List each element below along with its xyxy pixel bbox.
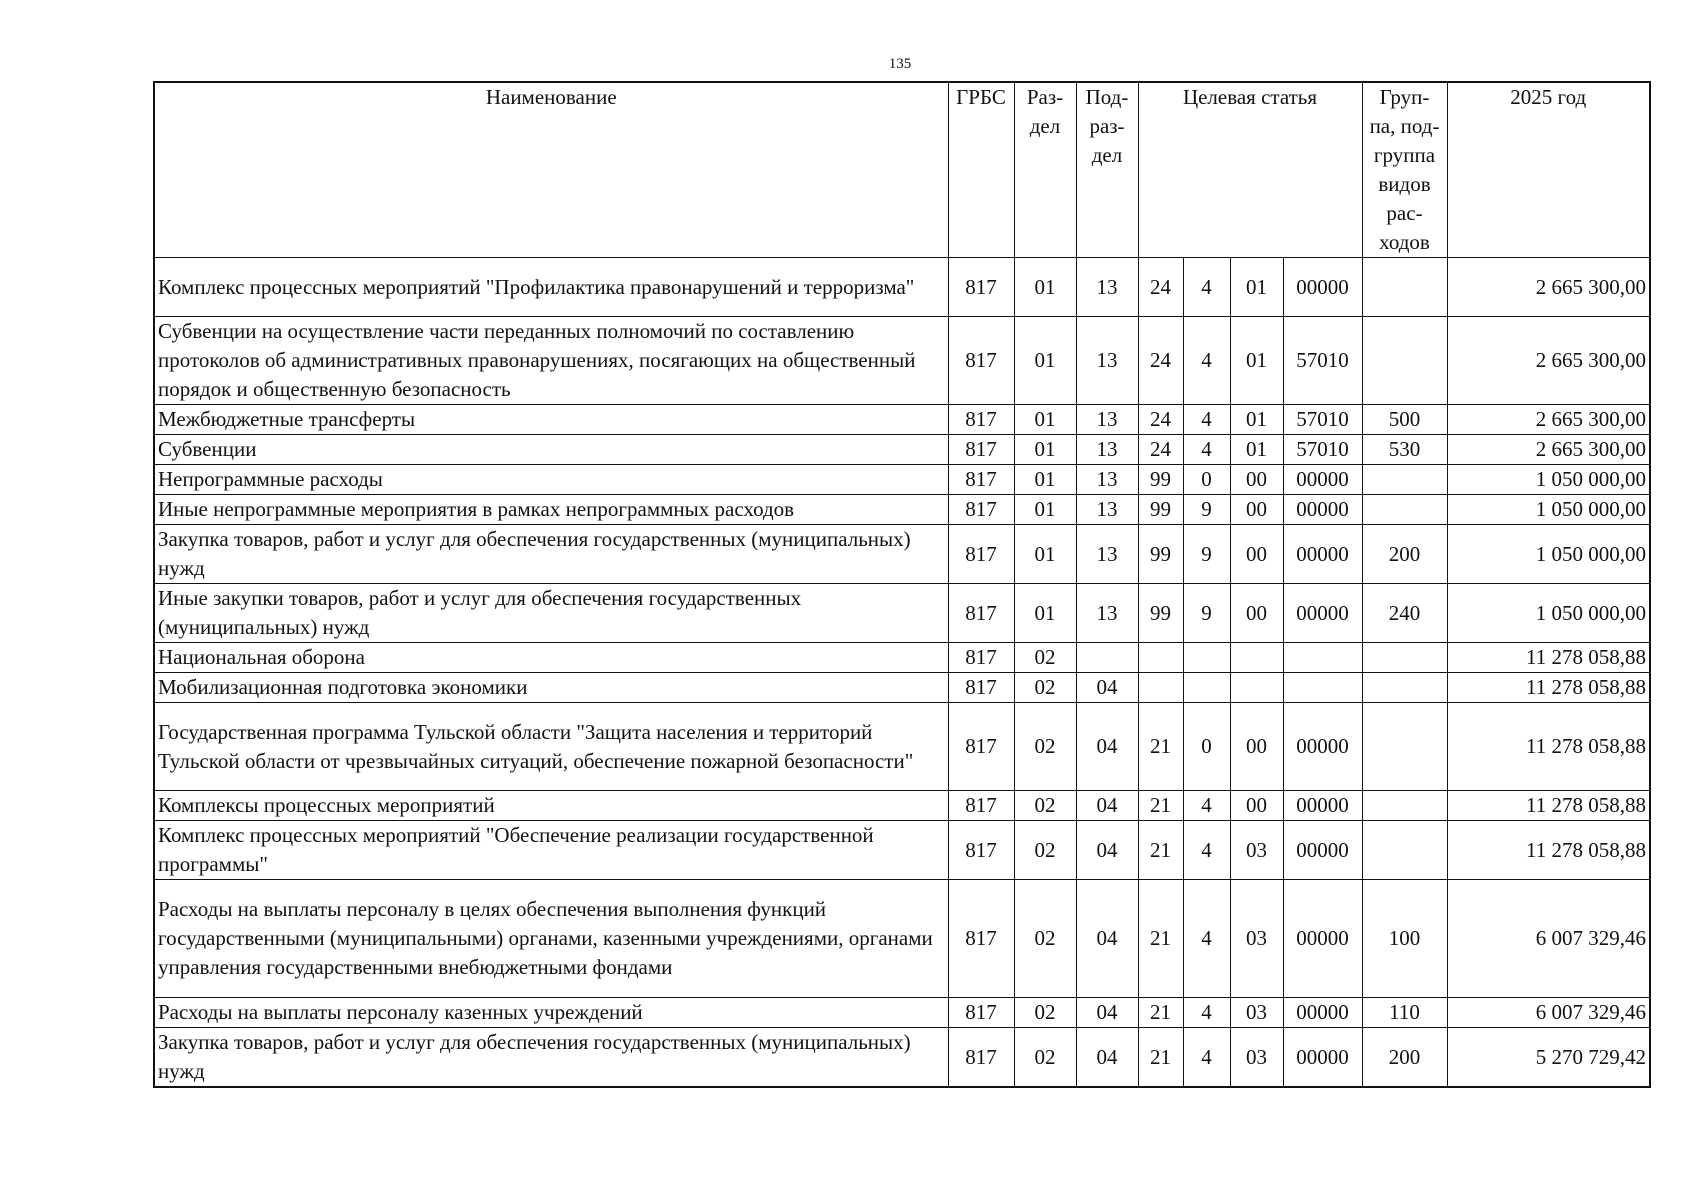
row-expense-group: 100	[1362, 880, 1447, 998]
row-grbs: 817	[948, 258, 1014, 317]
row-amount: 2 665 300,00	[1447, 405, 1650, 435]
row-target-subprogram: 00	[1230, 703, 1283, 791]
row-grbs: 817	[948, 880, 1014, 998]
row-expense-group: 200	[1362, 525, 1447, 584]
header-year: 2025 год	[1447, 82, 1650, 258]
row-target-direction: 00000	[1283, 1028, 1362, 1088]
row-amount: 11 278 058,88	[1447, 673, 1650, 703]
row-target-direction: 00000	[1283, 880, 1362, 998]
row-target-subprogram: 03	[1230, 998, 1283, 1028]
row-target-type: 4	[1183, 880, 1230, 998]
row-subsection: 04	[1076, 821, 1138, 880]
row-section: 01	[1014, 584, 1076, 643]
row-subsection: 04	[1076, 998, 1138, 1028]
table-body	[154, 258, 1650, 1088]
row-name: Непрограммные расходы	[154, 465, 948, 495]
row-target-type: 4	[1183, 317, 1230, 405]
row-target-direction	[1283, 643, 1362, 673]
row-subsection: 04	[1076, 703, 1138, 791]
row-amount: 2 665 300,00	[1447, 317, 1650, 405]
row-target-direction: 00000	[1283, 791, 1362, 821]
row-target-subprogram: 00	[1230, 525, 1283, 584]
table-row	[154, 258, 1650, 317]
table-row	[154, 435, 1650, 465]
row-grbs: 817	[948, 1028, 1014, 1088]
row-name: Субвенции на осуществление части переданных полномочий по составлению протоколов об административных правонарушениях, посягающих на общественный порядок и общественную безопасность	[154, 317, 948, 405]
row-expense-group: 530	[1362, 435, 1447, 465]
row-target-program: 21	[1138, 880, 1183, 998]
row-section: 01	[1014, 405, 1076, 435]
row-grbs: 817	[948, 584, 1014, 643]
row-target-program: 24	[1138, 435, 1183, 465]
row-target-type	[1183, 673, 1230, 703]
row-grbs: 817	[948, 703, 1014, 791]
row-target-direction: 00000	[1283, 495, 1362, 525]
table-row	[154, 673, 1650, 703]
row-target-subprogram: 01	[1230, 405, 1283, 435]
row-target-program: 21	[1138, 791, 1183, 821]
row-target-subprogram: 01	[1230, 317, 1283, 405]
row-target-direction: 57010	[1283, 317, 1362, 405]
row-target-program: 99	[1138, 465, 1183, 495]
row-target-type: 9	[1183, 584, 1230, 643]
row-target-subprogram: 03	[1230, 880, 1283, 998]
table-row	[154, 525, 1650, 584]
header-section: Раз- дел	[1014, 82, 1076, 258]
header-expense-group: Груп- па, под- группа видов рас- ходов	[1362, 82, 1447, 258]
row-section: 02	[1014, 821, 1076, 880]
row-target-direction: 00000	[1283, 525, 1362, 584]
row-expense-group	[1362, 495, 1447, 525]
row-amount: 11 278 058,88	[1447, 791, 1650, 821]
row-amount: 11 278 058,88	[1447, 821, 1650, 880]
table-row	[154, 880, 1650, 998]
row-grbs: 817	[948, 643, 1014, 673]
row-target-program: 21	[1138, 998, 1183, 1028]
row-grbs: 817	[948, 435, 1014, 465]
row-subsection: 04	[1076, 791, 1138, 821]
row-amount: 2 665 300,00	[1447, 258, 1650, 317]
row-name: Иные непрограммные мероприятия в рамках непрограммных расходов	[154, 495, 948, 525]
table-row	[154, 405, 1650, 435]
row-target-direction: 57010	[1283, 405, 1362, 435]
table-row	[154, 703, 1650, 791]
row-target-program: 21	[1138, 821, 1183, 880]
row-name: Комплексы процессных мероприятий	[154, 791, 948, 821]
row-target-subprogram: 00	[1230, 495, 1283, 525]
header-name: Наименование	[154, 82, 948, 258]
row-name: Комплекс процессных мероприятий "Обеспечение реализации государственной программы"	[154, 821, 948, 880]
row-name: Иные закупки товаров, работ и услуг для обеспечения государственных (муниципальных) нужд	[154, 584, 948, 643]
row-subsection: 13	[1076, 435, 1138, 465]
row-target-program: 21	[1138, 703, 1183, 791]
row-target-subprogram: 01	[1230, 435, 1283, 465]
row-target-program: 24	[1138, 405, 1183, 435]
row-target-subprogram: 01	[1230, 258, 1283, 317]
row-subsection: 13	[1076, 584, 1138, 643]
row-target-type	[1183, 643, 1230, 673]
row-target-program: 24	[1138, 317, 1183, 405]
row-name: Межбюджетные трансферты	[154, 405, 948, 435]
row-target-type: 4	[1183, 1028, 1230, 1088]
header-subsection: Под- раз- дел	[1076, 82, 1138, 258]
row-target-subprogram: 03	[1230, 821, 1283, 880]
row-target-subprogram: 03	[1230, 1028, 1283, 1088]
row-section: 02	[1014, 673, 1076, 703]
row-grbs: 817	[948, 821, 1014, 880]
row-target-subprogram: 00	[1230, 465, 1283, 495]
row-section: 02	[1014, 703, 1076, 791]
row-subsection	[1076, 643, 1138, 673]
row-target-program: 99	[1138, 525, 1183, 584]
row-name: Субвенции	[154, 435, 948, 465]
row-target-program: 99	[1138, 495, 1183, 525]
row-target-direction: 00000	[1283, 998, 1362, 1028]
row-expense-group: 110	[1362, 998, 1447, 1028]
row-section: 01	[1014, 465, 1076, 495]
row-section: 02	[1014, 643, 1076, 673]
row-target-type: 4	[1183, 435, 1230, 465]
row-expense-group	[1362, 673, 1447, 703]
row-section: 01	[1014, 258, 1076, 317]
header-target-article: Целевая статья	[1138, 82, 1362, 258]
row-grbs: 817	[948, 465, 1014, 495]
row-subsection: 13	[1076, 495, 1138, 525]
table-row	[154, 643, 1650, 673]
page-number: 135	[888, 56, 912, 72]
row-name: Закупка товаров, работ и услуг для обеспечения государственных (муниципальных) нужд	[154, 525, 948, 584]
row-section: 01	[1014, 495, 1076, 525]
table-row	[154, 317, 1650, 405]
row-subsection: 04	[1076, 880, 1138, 998]
row-expense-group	[1362, 317, 1447, 405]
table-row	[154, 998, 1650, 1028]
table-row	[154, 821, 1650, 880]
row-target-direction: 00000	[1283, 258, 1362, 317]
row-section: 02	[1014, 998, 1076, 1028]
row-grbs: 817	[948, 791, 1014, 821]
row-subsection: 13	[1076, 258, 1138, 317]
row-subsection: 13	[1076, 525, 1138, 584]
row-name: Государственная программа Тульской области "Защита населения и территорий Тульской области от чрезвычайных ситуаций, обеспечение пожарной безопасности"	[154, 703, 948, 791]
table-row	[154, 465, 1650, 495]
table-row	[154, 584, 1650, 643]
row-section: 02	[1014, 791, 1076, 821]
row-target-type: 0	[1183, 703, 1230, 791]
row-section: 01	[1014, 525, 1076, 584]
row-grbs: 817	[948, 525, 1014, 584]
row-amount: 5 270 729,42	[1447, 1028, 1650, 1088]
row-target-type: 4	[1183, 258, 1230, 317]
row-target-subprogram: 00	[1230, 584, 1283, 643]
row-subsection: 13	[1076, 405, 1138, 435]
header-grbs: ГРБС	[948, 82, 1014, 258]
row-target-type: 4	[1183, 791, 1230, 821]
row-target-program	[1138, 643, 1183, 673]
row-expense-group	[1362, 258, 1447, 317]
table-row	[154, 495, 1650, 525]
row-subsection: 04	[1076, 1028, 1138, 1088]
row-grbs: 817	[948, 495, 1014, 525]
row-grbs: 817	[948, 317, 1014, 405]
row-target-type: 0	[1183, 465, 1230, 495]
row-name: Расходы на выплаты персоналу в целях обеспечения выполнения функций государственными (муниципальными) органами, казенными учреждениями, органами управления государственными внебюджетными фондами	[154, 880, 948, 998]
row-expense-group: 200	[1362, 1028, 1447, 1088]
row-target-type: 9	[1183, 495, 1230, 525]
row-target-direction: 00000	[1283, 703, 1362, 791]
row-grbs: 817	[948, 405, 1014, 435]
table-row	[154, 1028, 1650, 1088]
row-amount: 2 665 300,00	[1447, 435, 1650, 465]
header-row	[154, 82, 1650, 258]
row-amount: 11 278 058,88	[1447, 643, 1650, 673]
row-target-type: 4	[1183, 405, 1230, 435]
row-amount: 6 007 329,46	[1447, 880, 1650, 998]
row-section: 02	[1014, 1028, 1076, 1088]
row-target-subprogram: 00	[1230, 791, 1283, 821]
table-row	[154, 791, 1650, 821]
row-amount: 1 050 000,00	[1447, 495, 1650, 525]
row-subsection: 13	[1076, 465, 1138, 495]
row-name: Закупка товаров, работ и услуг для обеспечения государственных (муниципальных) нужд	[154, 1028, 948, 1088]
row-amount: 1 050 000,00	[1447, 465, 1650, 495]
row-target-direction: 00000	[1283, 465, 1362, 495]
row-target-direction	[1283, 673, 1362, 703]
row-target-type: 9	[1183, 525, 1230, 584]
row-grbs: 817	[948, 998, 1014, 1028]
row-amount: 11 278 058,88	[1447, 703, 1650, 791]
row-amount: 1 050 000,00	[1447, 525, 1650, 584]
row-target-type: 4	[1183, 821, 1230, 880]
budget-table	[153, 81, 1651, 1088]
row-name: Национальная оборона	[154, 643, 948, 673]
row-target-program: 21	[1138, 1028, 1183, 1088]
row-expense-group	[1362, 465, 1447, 495]
row-target-direction: 57010	[1283, 435, 1362, 465]
row-target-type: 4	[1183, 998, 1230, 1028]
row-expense-group	[1362, 643, 1447, 673]
row-expense-group	[1362, 821, 1447, 880]
row-target-program: 24	[1138, 258, 1183, 317]
row-section: 01	[1014, 435, 1076, 465]
row-amount: 6 007 329,46	[1447, 998, 1650, 1028]
row-name: Комплекс процессных мероприятий "Профилактика правонарушений и терроризма"	[154, 258, 948, 317]
row-expense-group	[1362, 791, 1447, 821]
row-section: 02	[1014, 880, 1076, 998]
row-expense-group	[1362, 703, 1447, 791]
row-target-subprogram	[1230, 673, 1283, 703]
row-target-program	[1138, 673, 1183, 703]
row-expense-group: 500	[1362, 405, 1447, 435]
row-subsection: 13	[1076, 317, 1138, 405]
row-target-direction: 00000	[1283, 821, 1362, 880]
row-target-program: 99	[1138, 584, 1183, 643]
row-expense-group: 240	[1362, 584, 1447, 643]
row-target-subprogram	[1230, 643, 1283, 673]
row-name: Расходы на выплаты персоналу казенных учреждений	[154, 998, 948, 1028]
row-amount: 1 050 000,00	[1447, 584, 1650, 643]
row-target-direction: 00000	[1283, 584, 1362, 643]
row-grbs: 817	[948, 673, 1014, 703]
row-section: 01	[1014, 317, 1076, 405]
row-name: Мобилизационная подготовка экономики	[154, 673, 948, 703]
row-subsection: 04	[1076, 673, 1138, 703]
